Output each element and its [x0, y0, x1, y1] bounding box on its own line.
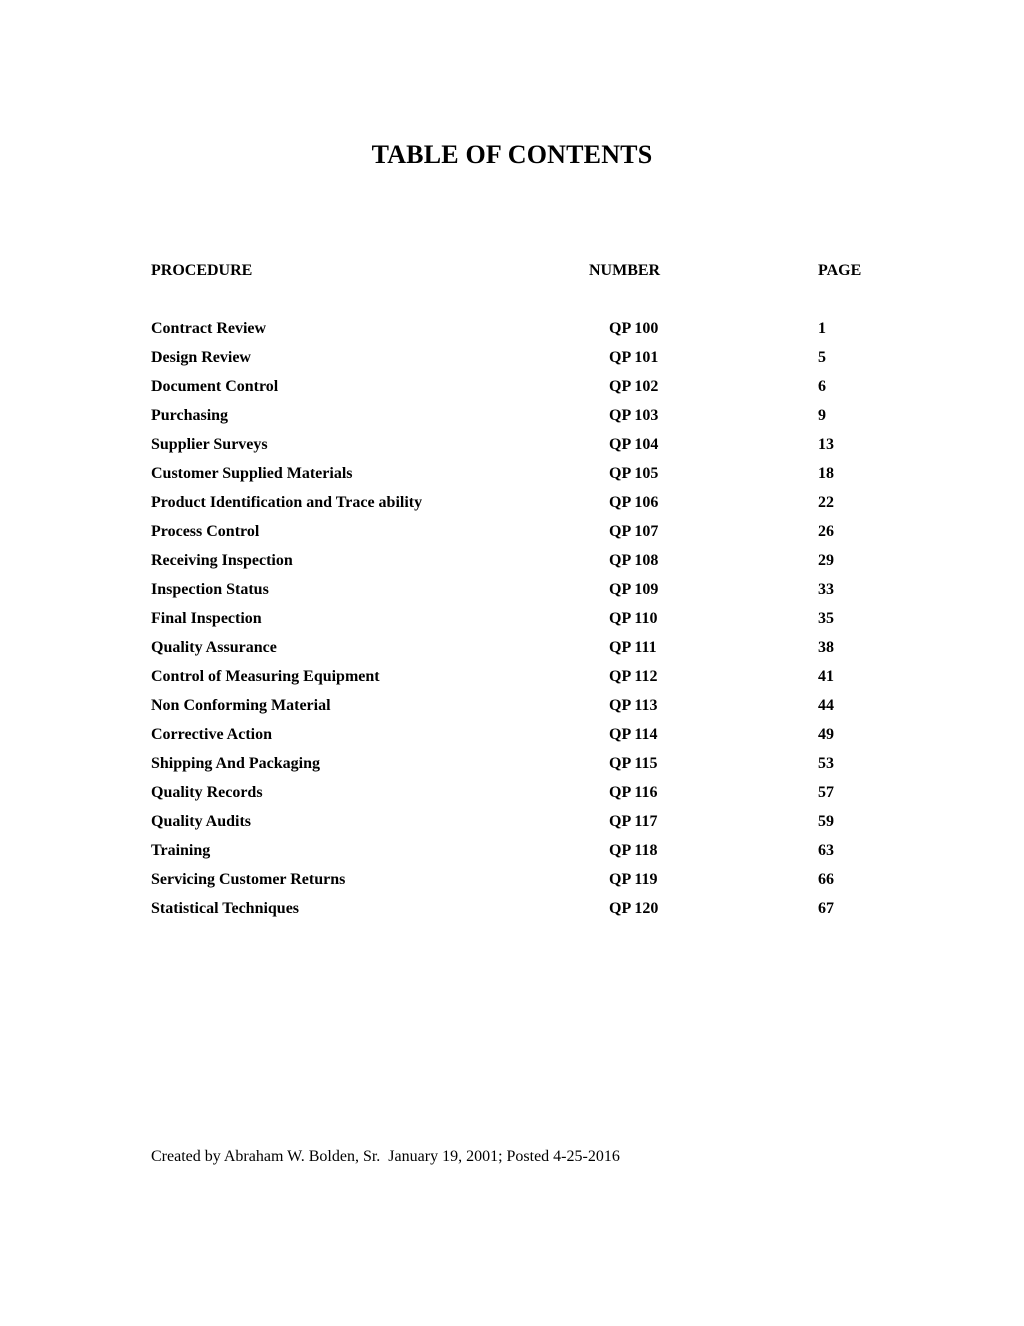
toc-row — [0, 697, 1024, 719]
procedure-number: QP 116 — [609, 784, 658, 801]
procedure-number: QP 102 — [609, 378, 659, 395]
page-number: 22 — [818, 494, 834, 511]
procedure-name: Process Control — [151, 523, 260, 540]
toc-row — [0, 465, 1024, 487]
procedure-name: Servicing Customer Returns — [151, 871, 346, 888]
page-number: 59 — [818, 813, 834, 830]
procedure-name: Product Identification and Trace ability — [151, 494, 423, 511]
procedure-name: Contract Review — [151, 320, 267, 337]
procedure-name: Design Review — [151, 349, 251, 366]
page-number: 44 — [818, 697, 834, 714]
procedure-name: Inspection Status — [151, 581, 269, 598]
table-header — [0, 262, 1024, 284]
procedure-name: Quality Assurance — [151, 639, 277, 656]
procedure-name: Document Control — [151, 378, 279, 395]
procedure-number: QP 106 — [609, 494, 659, 511]
procedure-number: QP 112 — [609, 668, 658, 685]
page-number: 29 — [818, 552, 834, 569]
procedure-number: QP 103 — [609, 407, 659, 424]
toc-row — [0, 436, 1024, 458]
procedure-number: QP 113 — [609, 697, 658, 714]
toc-row — [0, 726, 1024, 748]
page-number: 35 — [818, 610, 834, 627]
procedure-number: QP 110 — [609, 610, 658, 627]
procedure-name: Supplier Surveys — [151, 436, 268, 453]
header-procedure: PROCEDURE — [151, 262, 253, 279]
toc-row — [0, 407, 1024, 429]
procedure-name: Control of Measuring Equipment — [151, 668, 380, 685]
toc-row — [0, 871, 1024, 893]
toc-row — [0, 755, 1024, 777]
procedure-number: QP 119 — [609, 871, 658, 888]
procedure-number: QP 120 — [609, 900, 659, 917]
procedure-name: Receiving Inspection — [151, 552, 293, 569]
toc-row — [0, 639, 1024, 661]
page-number: 38 — [818, 639, 834, 656]
footer-credit: Created by Abraham W. Bolden, Sr. January 19, 2001; Posted 4-25-2016 — [151, 1148, 620, 1165]
procedure-name: Purchasing — [151, 407, 229, 424]
page-number: 57 — [818, 784, 834, 801]
procedure-name: Corrective Action — [151, 726, 272, 743]
toc-row — [0, 813, 1024, 835]
procedure-name: Quality Records — [151, 784, 263, 801]
procedure-number: QP 115 — [609, 755, 658, 772]
toc-row — [0, 494, 1024, 516]
procedure-number: QP 117 — [609, 813, 658, 830]
toc-row — [0, 349, 1024, 371]
toc-row — [0, 523, 1024, 545]
procedure-number: QP 101 — [609, 349, 659, 366]
page-number: 49 — [818, 726, 834, 743]
page-number: 67 — [818, 900, 834, 917]
page-number: 6 — [818, 378, 826, 395]
procedure-number: QP 114 — [609, 726, 658, 743]
procedure-number: QP 111 — [609, 639, 657, 656]
header-page: PAGE — [818, 262, 862, 279]
page-number: 53 — [818, 755, 834, 772]
procedure-name: Training — [151, 842, 211, 859]
page-title: TABLE OF CONTENTS — [371, 140, 653, 169]
header-number: NUMBER — [589, 262, 661, 279]
procedure-number: QP 118 — [609, 842, 658, 859]
toc-row — [0, 610, 1024, 632]
page-number: 33 — [818, 581, 834, 598]
procedure-name: Statistical Techniques — [151, 900, 300, 917]
toc-row — [0, 320, 1024, 342]
page-number: 66 — [818, 871, 834, 888]
page-number: 13 — [818, 436, 834, 453]
procedure-number: QP 105 — [609, 465, 659, 482]
toc-row — [0, 378, 1024, 400]
page-number: 18 — [818, 465, 834, 482]
procedure-name: Shipping And Packaging — [151, 755, 320, 772]
procedure-number: QP 107 — [609, 523, 659, 540]
page-number: 26 — [818, 523, 834, 540]
procedure-number: QP 104 — [609, 436, 659, 453]
page-number: 9 — [818, 407, 826, 424]
procedure-name: Final Inspection — [151, 610, 262, 627]
procedure-name: Customer Supplied Materials — [151, 465, 353, 482]
page-number: 1 — [818, 320, 826, 337]
toc-row — [0, 552, 1024, 574]
toc-row — [0, 784, 1024, 806]
procedure-number: QP 109 — [609, 581, 659, 598]
procedure-name: Non Conforming Material — [151, 697, 331, 714]
toc-row — [0, 900, 1024, 922]
toc-row — [0, 842, 1024, 864]
toc-row — [0, 581, 1024, 603]
procedure-name: Quality Audits — [151, 813, 252, 830]
procedure-number: QP 108 — [609, 552, 659, 569]
page-number: 5 — [818, 349, 826, 366]
toc-row — [0, 668, 1024, 690]
page-number: 63 — [818, 842, 834, 859]
procedure-number: QP 100 — [609, 320, 659, 337]
page-number: 41 — [818, 668, 834, 685]
